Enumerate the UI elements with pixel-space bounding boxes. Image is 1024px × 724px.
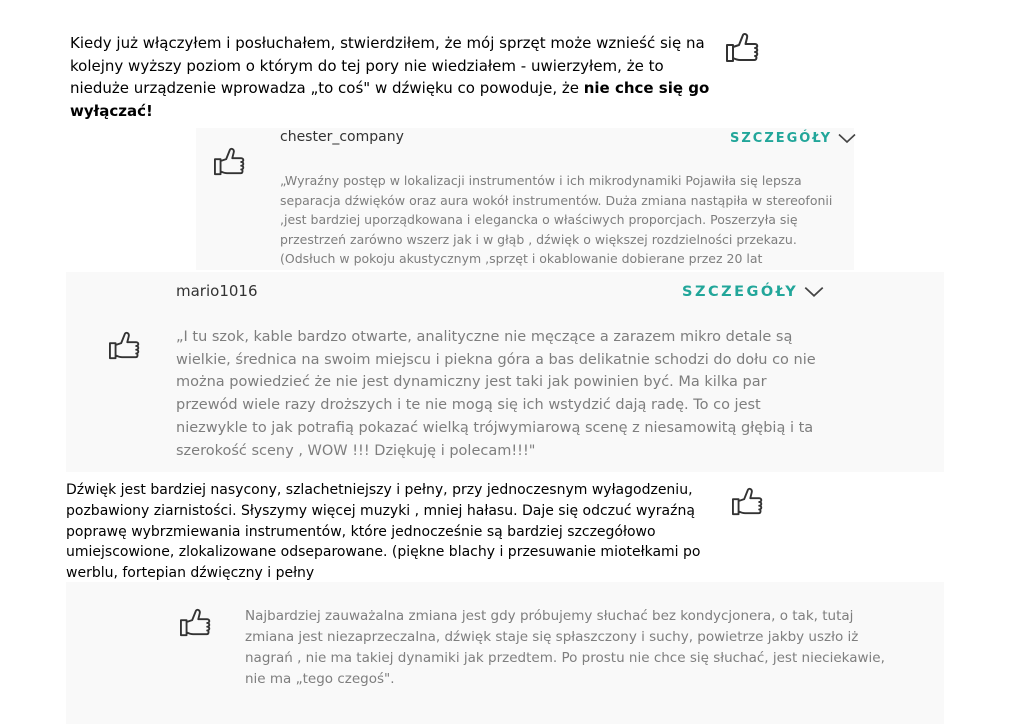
chevron-down-icon bbox=[804, 286, 824, 298]
review-2-username: mario1016 bbox=[176, 282, 258, 300]
review-3-text: Najbardziej zauważalna zmiana jest gdy próbujemy słuchać bez kondycjonera, o tak, tutaj zmiana jest niezaprzeczalna, dźwięk staje się spłaszczony i suchy, powietrze jakby uszło iż nagrań , nie ma takiej dynamiki jak przedtem. Po prostu nie chce się słuchać, jest nieciekawie, nie ma „tego czegoś". bbox=[245, 608, 885, 687]
review-1-details-button[interactable] bbox=[730, 131, 856, 146]
quote-1-bold: nie chce się go wyłączać! bbox=[70, 79, 710, 120]
quote-1-text: Kiedy już włączyłem i posłuchałem, stwierdziłem, że mój sprzęt może wznieść się na kolejny wyższy poziom o którym do tej pory nie wiedziałem - uwierzyłem, że to nieduże urządzenie wprowadza „to coś" w dźwięku co powoduje, że bbox=[70, 34, 705, 97]
chevron-down-icon bbox=[838, 133, 856, 144]
quote-1 bbox=[70, 32, 720, 122]
thumbs-up-icon[interactable] bbox=[107, 330, 141, 360]
review-1-username: chester_company bbox=[280, 129, 404, 145]
thumbs-up-icon[interactable] bbox=[178, 607, 212, 637]
quote-2: Dźwięk jest bardziej nasycony, szlachetniejszy i pełny, przy jednoczesnym wyłagodzeniu, pozbawiony ziarnistości. Słyszymy więcej muzyki , mniej hałasu. Daje się odczuć wyraźną poprawę wybrzmiewania instrumentów, które jednocześnie są bardziej szczegółowo umiejscowione, zlokalizowane odseparowane. (piękne blachy i przesuwanie miotełkami po werblu, fortepian dźwięczny i pełny bbox=[66, 482, 701, 582]
thumbs-up-icon[interactable] bbox=[212, 146, 246, 176]
thumbs-up-icon[interactable] bbox=[724, 31, 760, 63]
review-1-text: „Wyraźny postęp w lokalizacji instrumentów i ich mikrodynamiki Pojawiła się lepsza separacja dźwięków oraz aura wokół instrumentów. Duża zmiana nastąpiła w stereofonii ,jest bardziej uporządkowana i elegancka o właściwych proporcjach. Poszerzyła się przestrzeń zarówno wszerz jak i w głąb , dźwięk o większej rozdzielności przekazu. (Odsłuch w pokoju akustycznym ,sprzęt i okablowanie dobierane przez 20 lat bbox=[280, 173, 833, 266]
review-2-text: „I tu szok, kable bardzo otwarte, analityczne nie męczące a zarazem mikro detale są wielkie, średnica na swoim miejscu i piekna góra a bas delikatnie schodzi do dołu co nie można powiedzieć że nie jest dynamiczny jest taki jak powinien być. Ma kilka par przewód wiele razy droższych i te nie mogą się ich wstydzić dają radę. To co jest niezwykle to jak potrafią pokazać wielką trójwymiarową scenę z niesamowitą głębią i ta szerokość sceny , WOW !!! Dziękuję i polecam!!!" bbox=[176, 329, 816, 459]
review-2-details-label: SZCZEGÓŁY bbox=[682, 284, 799, 300]
thumbs-up-icon[interactable] bbox=[730, 486, 764, 516]
review-2-details-button[interactable] bbox=[682, 284, 824, 300]
review-1-details-label: SZCZEGÓŁY bbox=[730, 131, 833, 146]
